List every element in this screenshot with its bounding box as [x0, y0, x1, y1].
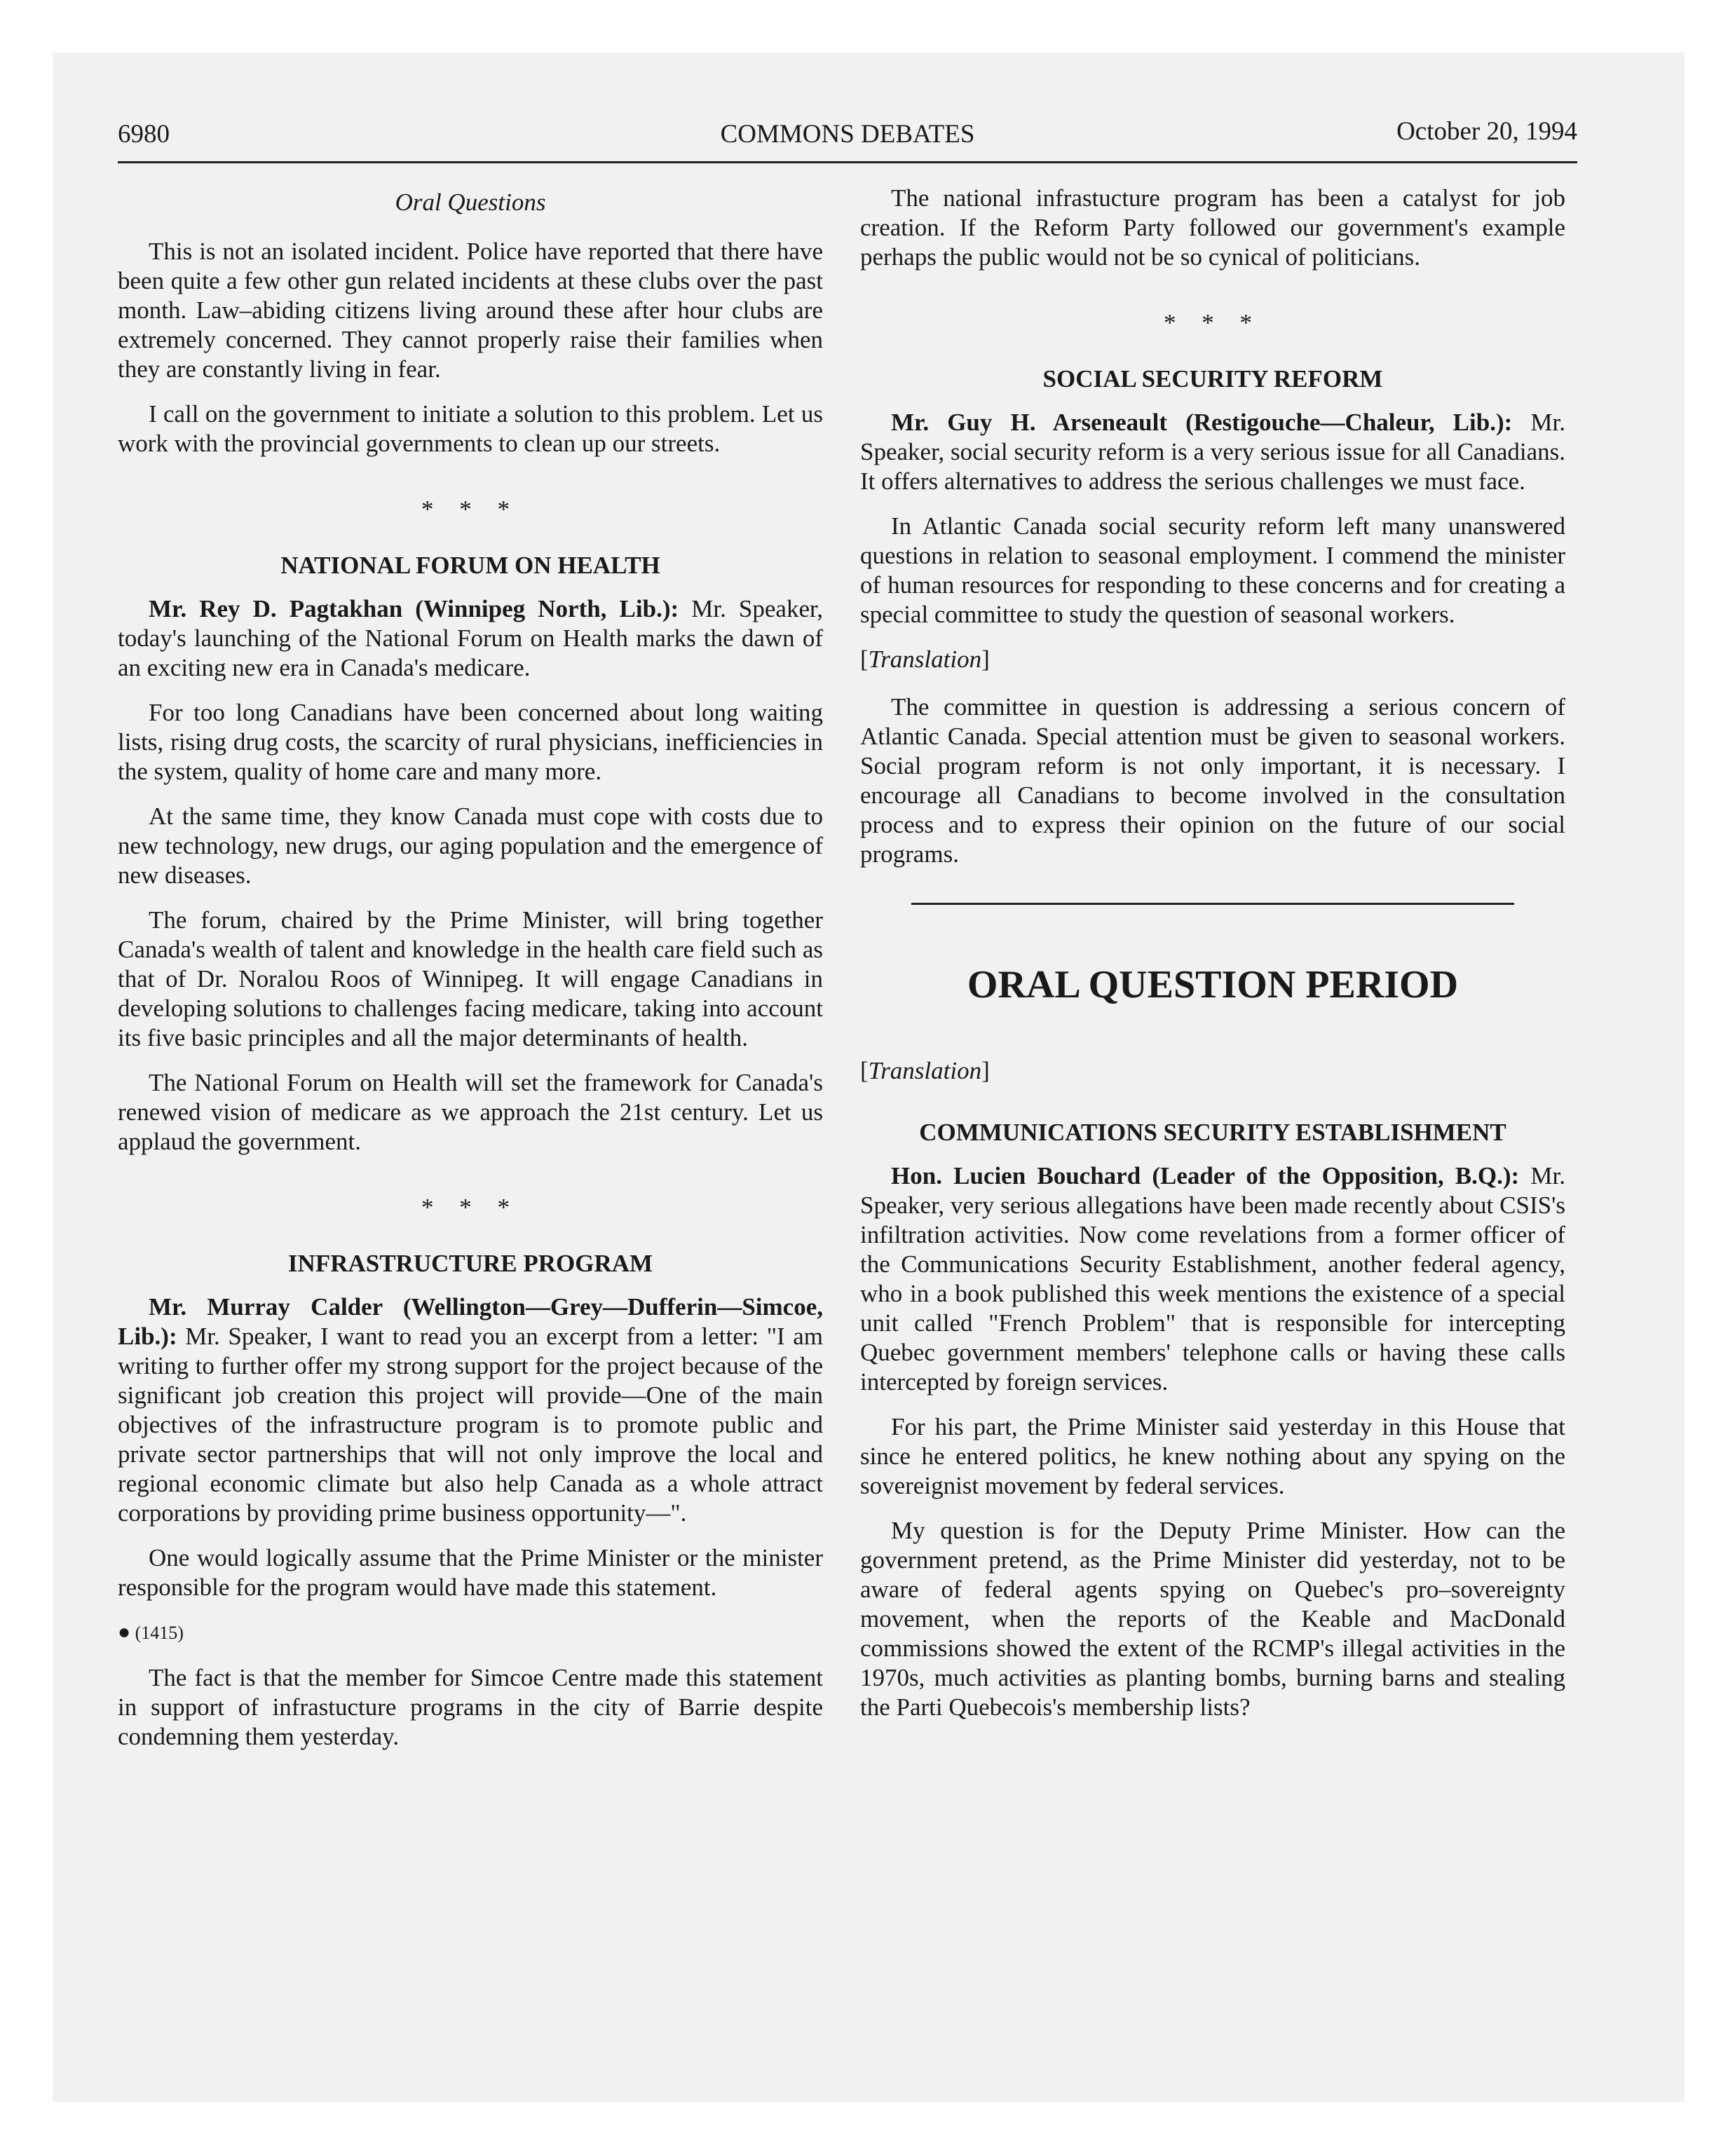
- paragraph: The forum, chaired by the Prime Minister, will bring together Canada's wealth of talent and knowledge in the health care field such as that of Dr. Noralou Roos of Winnipeg. It will engage Canadians in developing solutions to challenges facing medicare, taking into account its five basic principles and all the major determinants of health.: [118, 906, 823, 1051]
- speech-paragraph: [860, 408, 1565, 496]
- speaker-name: Mr. Rey D. Pagtakhan (Winnipeg North, Lib.):: [149, 595, 679, 622]
- section-separator: * * *: [421, 1194, 519, 1221]
- publication-title: COMMONS DEBATES: [720, 120, 975, 149]
- translation-note: [Translation]: [860, 646, 990, 673]
- speech-text: Mr. Speaker, very serious allegations have been made recently about CSIS's infiltration activities. Now come revelations from a former officer of the Communications Security Establishment, another federal agency, who in a book published this week mentions the existence of a special unit called "French Problem" that is responsible for intercepting Quebec government members' telephone calls or having these calls intercepted by foreign services.: [860, 1162, 1565, 1396]
- translation-note: [Translation]: [860, 1057, 990, 1084]
- section-divider: [911, 903, 1514, 905]
- speaker-name: Hon. Lucien Bouchard (Leader of the Opposition, B.Q.):: [891, 1162, 1520, 1189]
- speech-paragraph: [860, 1161, 1565, 1397]
- section-heading: NATIONAL FORUM ON HEALTH: [280, 552, 660, 579]
- speech-paragraph: [118, 594, 823, 683]
- paragraph: The national infrastucture program has been a catalyst for job creation. If the Reform Party followed our government's example perhaps the public would not be so cynical of politicians.: [860, 184, 1565, 271]
- left-column: [118, 184, 823, 1767]
- paragraph: I call on the government to initiate a solution to this problem. Let us work with the provincial governments to clean up our streets.: [118, 400, 823, 457]
- section-heading: COMMUNICATIONS SECURITY ESTABLISHMENT: [919, 1119, 1506, 1146]
- section-label: Oral Questions: [395, 189, 546, 216]
- paragraph: The fact is that the member for Simcoe Centre made this statement in support of infrastucture programs in the city of Barrie despite condemning them yesterday.: [118, 1664, 823, 1750]
- speech-paragraph: [118, 1292, 823, 1528]
- speaker-name: Mr. Guy H. Arseneault (Restigouche—Chaleur, Lib.):: [891, 409, 1513, 436]
- paragraph: The National Forum on Health will set the framework for Canada's renewed vision of medicare as we approach the 21st century. Let us applaud the government.: [118, 1069, 823, 1155]
- bullet-icon: ●: [118, 1621, 131, 1644]
- timestamp: [118, 1618, 823, 1648]
- paragraph: For his part, the Prime Minister said yesterday in this House that since he entered politics, he knew nothing about any spying on the sovereignist movement by federal services.: [860, 1413, 1565, 1499]
- paragraph: In Atlantic Canada social security reform left many unanswered questions in relation to seasonal employment. I commend the minister of human resources for responding to these concerns and for creating a special committee to study the question of seasonal workers.: [860, 512, 1565, 628]
- speech-text: Mr. Speaker, I want to read you an excerpt from a letter: "I am writing to further offer my strong support for the project because of the significant job creation this project will provide—One of the main objectives of the infrastructure program is to promote public and private sector partnerships that will not only improve the local and regional economic climate but also help Canada as a whole attract corporations by providing prime business opportunity—".: [118, 1323, 823, 1527]
- paragraph: One would logically assume that the Prime Minister or the minister responsible for the program would have made this statement.: [118, 1544, 823, 1601]
- paragraph: For too long Canadians have been concerned about long waiting lists, rising drug costs, the scarcity of rural physicians, inefficiencies in the system, quality of home care and many more.: [118, 699, 823, 785]
- publication-date: October 20, 1994: [1396, 117, 1577, 146]
- section-separator: * * *: [1164, 309, 1262, 336]
- translation-label: Translation: [868, 646, 982, 673]
- paragraph: At the same time, they know Canada must cope with costs due to new technology, new drugs, our aging population and the emergence of new diseases.: [118, 803, 823, 889]
- page-header: [118, 112, 1577, 163]
- paragraph: My question is for the Deputy Prime Minister. How can the government pretend, as the Prime Minister did yesterday, not to be aware of federal agents spying on Quebec's pro–sovereignty movement, when the reports of the Keable and MacDonald commissions showed the extent of the RCMP's illegal activities in the 1970s, much activities as planting bombs, burning barns and stealing the Parti Quebecois's membership lists?: [860, 1517, 1565, 1721]
- translation-label: Translation: [868, 1057, 982, 1084]
- speech-text: Mr. Speaker, today's launching of the National Forum on Health marks the dawn of an exciting new era in Canada's medicare.: [118, 595, 823, 681]
- major-heading: ORAL QUESTION PERIOD: [967, 963, 1459, 1007]
- section-separator: * * *: [421, 496, 519, 523]
- paragraph: This is not an isolated incident. Police have reported that there have been quite a few other gun related incidents at these clubs over the past month. Law–abiding citizens living around these after hour clubs are extremely concerned. They cannot properly raise their families when they are constantly living in fear.: [118, 238, 823, 383]
- speaker-name: Mr. Murray Calder (Wellington—Grey—Dufferin—Simcoe, Lib.):: [118, 1293, 823, 1350]
- timestamp-text: (1415): [135, 1623, 184, 1643]
- page-number: 6980: [118, 120, 170, 149]
- right-column: [860, 184, 1565, 1738]
- speech-text: Mr. Speaker, social security reform is a very serious issue for all Canadians. It offers alternatives to address the serious challenges we must face.: [860, 409, 1565, 495]
- paragraph: The committee in question is addressing a serious concern of Atlantic Canada. Special attention must be given to seasonal workers. Social program reform is not only important, it is necessary. I encourage all Canadians to become involved in the consultation process and to express their opinion on the future of our social programs.: [860, 693, 1565, 868]
- section-heading: SOCIAL SECURITY REFORM: [1042, 365, 1383, 393]
- section-heading: INFRASTRUCTURE PROGRAM: [287, 1250, 653, 1277]
